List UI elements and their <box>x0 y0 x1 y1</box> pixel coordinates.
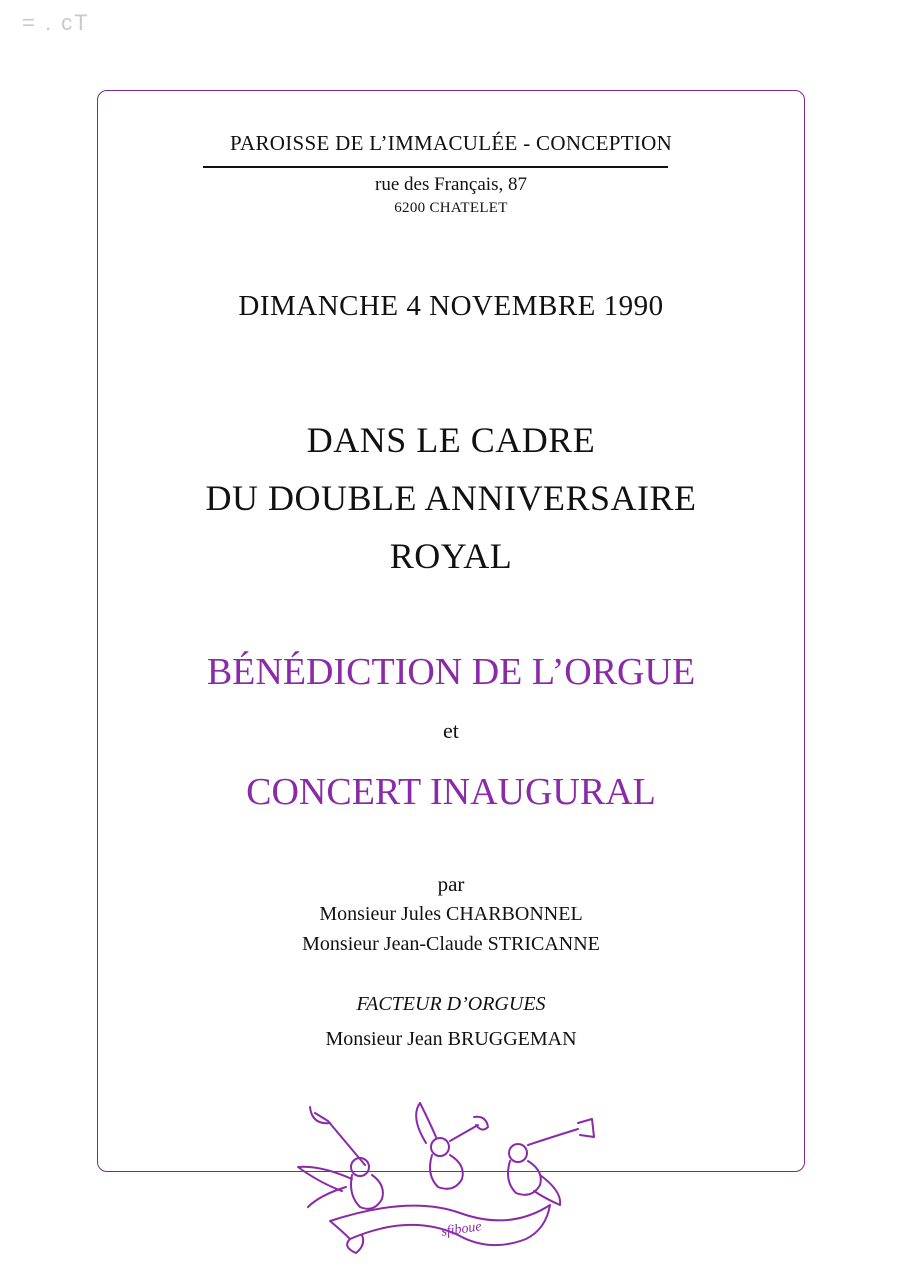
performer-name-2: Monsieur Jean-Claude STRICANNE <box>302 933 600 955</box>
header-divider <box>203 166 668 168</box>
context-line-1: DANS LE CADRE <box>306 420 596 460</box>
performers-label: par <box>437 872 465 896</box>
street-address: rue des Français, 87 <box>375 174 527 195</box>
angels-trumpets-logo <box>290 1095 620 1255</box>
context-line-2: DU DOUBLE ANNIVERSAIRE <box>205 478 697 518</box>
organ-builder-role: FACTEUR D’ORGUES <box>356 993 546 1015</box>
margin-pencil-mark: = . cT <box>22 10 90 35</box>
organ-builder-name: Monsieur Jean BRUGGEMAN <box>325 1028 577 1050</box>
event-title-concert: CONCERT INAUGURAL <box>246 771 656 813</box>
city-address: 6200 CHATELET <box>394 200 508 216</box>
event-date: DIMANCHE 4 NOVEMBRE 1990 <box>238 290 664 322</box>
event-title-blessing: BÉNÉDICTION DE L’ORGUE <box>206 651 696 693</box>
context-line-3: ROYAL <box>389 536 513 576</box>
logo-banner-text: sfiboue <box>440 1219 483 1240</box>
parish-name: PAROISSE DE L’IMMACULÉE - CONCEPTION <box>229 131 673 155</box>
performer-name-1: Monsieur Jules CHARBONNEL <box>319 903 583 925</box>
title-connector: et <box>443 718 459 743</box>
